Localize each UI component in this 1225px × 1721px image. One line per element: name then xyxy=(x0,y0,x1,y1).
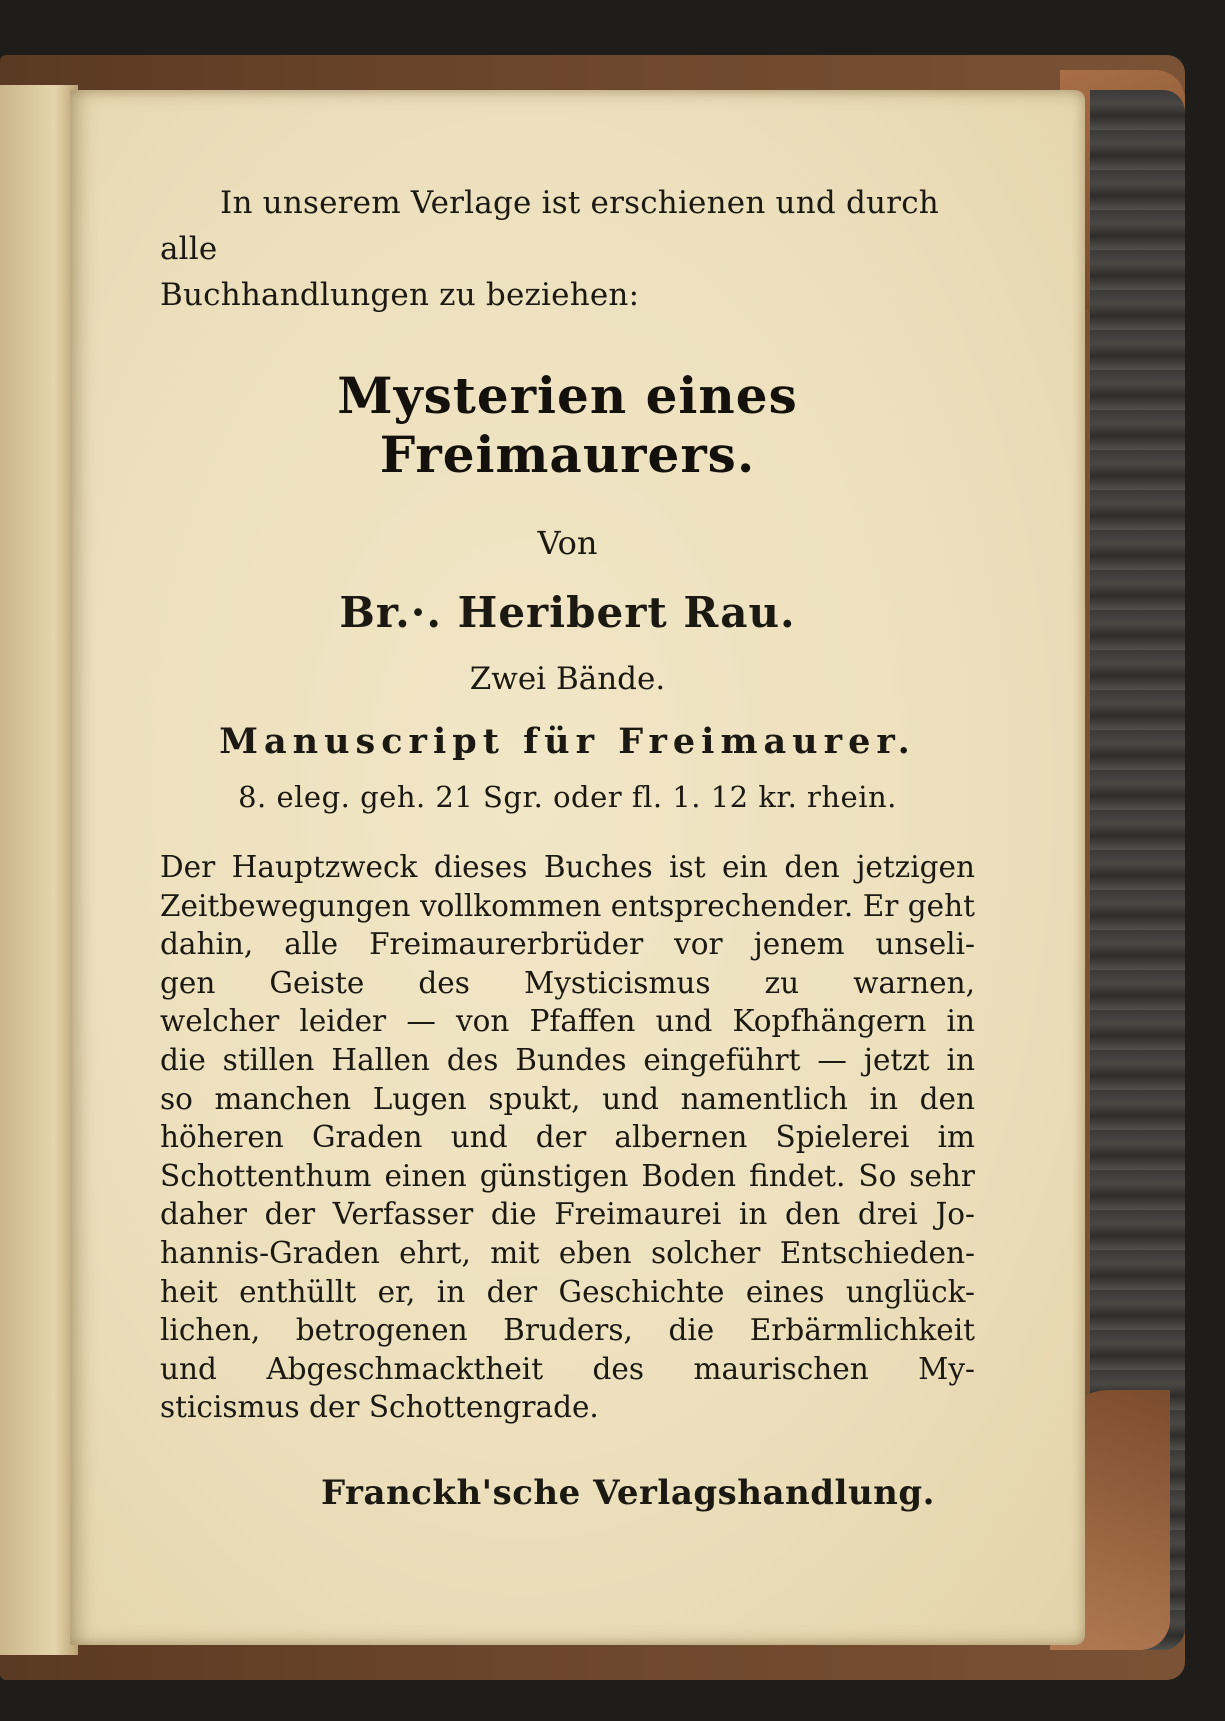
body-line: höheren Graden und der albernen Spielerei im xyxy=(160,1120,975,1155)
by-label: Von xyxy=(537,524,598,562)
body-line: Schottenthum einen günstigen Boden findet. So sehr xyxy=(160,1158,975,1193)
volume-count: Zwei Bände. xyxy=(469,661,666,697)
body-line: lichen, betrogenen Bruders, die Erbärmlichkeit xyxy=(160,1313,975,1348)
intro-line-2: Buchhandlungen zu beziehen: xyxy=(160,277,640,313)
body-line: sticismus der Schottengrade. xyxy=(160,1390,599,1425)
price-line: 8. eleg. geh. 21 Sgr. oder fl. 1. 12 kr. rhein. xyxy=(238,780,897,814)
intro-line-1: In unserem Verlage ist erschienen und durch alle xyxy=(160,185,939,267)
body-line: und Abgeschmacktheit des maurischen My- xyxy=(160,1351,975,1386)
body-line: gen Geiste des Mysticismus zu warnen, xyxy=(160,965,975,1000)
publisher-name: Franckh'sche Verlagshandlung. xyxy=(321,1472,935,1513)
book-title: Mysterien eines Freimaurers. xyxy=(337,366,798,484)
author-name: Br.·. Heribert Rau. xyxy=(339,588,796,637)
body-line: hannis-Graden ehrt, mit eben solcher Entschieden- xyxy=(160,1235,975,1270)
description-paragraph xyxy=(160,848,975,1427)
body-line: die stillen Hallen des Bundes eingeführt — jetzt in xyxy=(160,1042,975,1077)
left-page-edge xyxy=(0,85,78,1655)
body-line: dahin, alle Freimaurerbrüder vor jenem unseli- xyxy=(160,927,975,962)
intro-text xyxy=(160,180,975,318)
page-content xyxy=(160,180,975,1513)
body-line: Der Hauptzweck dieses Buches ist ein den jetzigen xyxy=(160,850,975,884)
body-line: daher der Verfasser die Freimaurei in den drei Jo- xyxy=(160,1197,975,1232)
body-line: Zeitbewegungen vollkommen entsprechender. Er geht xyxy=(160,888,975,923)
body-line: so manchen Lugen spukt, und namentlich in den xyxy=(160,1081,975,1116)
book-subtitle: Manuscript für Freimaurer. xyxy=(219,721,916,762)
body-line: welcher leider — von Pfaffen und Kopfhängern in xyxy=(160,1004,975,1039)
body-line: heit enthüllt er, in der Geschichte eines unglück- xyxy=(160,1274,975,1309)
